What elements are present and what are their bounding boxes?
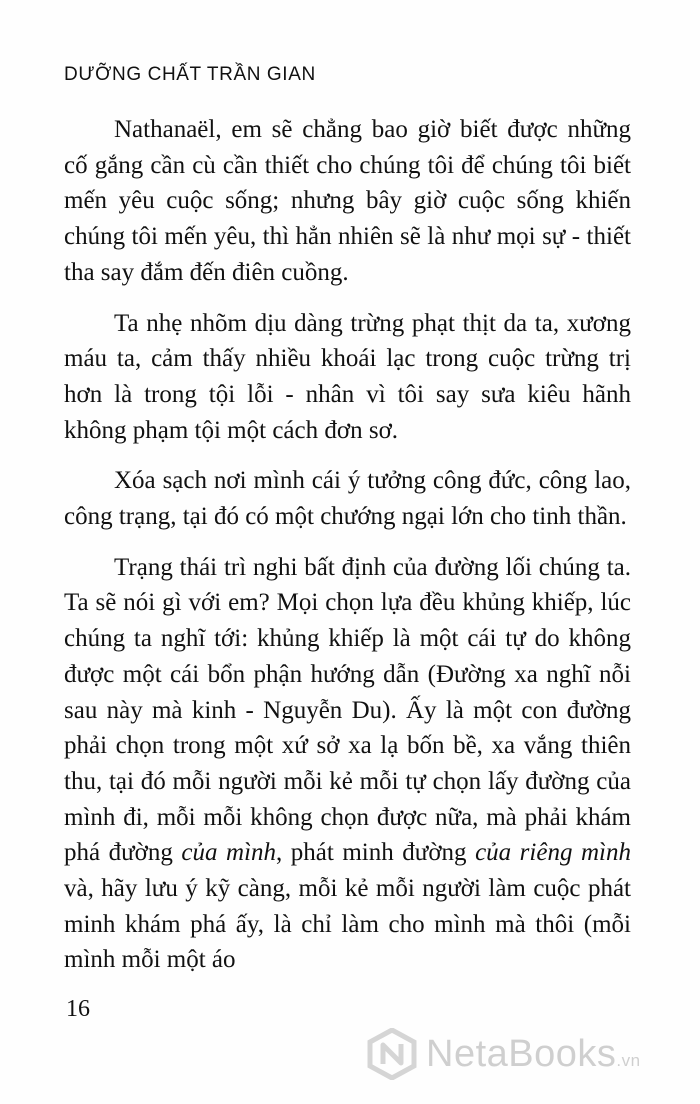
paragraph-4-part-a: Trạng thái trì nghi bất định của đường lối chúng ta. Ta sẽ nói gì với em? Mọi chọn lựa đều khủng khiếp, lúc chúng ta nghĩ tới: khủng khiếp là một cái tự do không được một cái bổn phận hướng dẫn (Đường xa nghĩ nỗi sau này mà kinh - Nguyễn Du). Ấy là một con đường phải chọn trong một xứ sở xa lạ bốn bề, xa vắng thiên thu, tại đó mỗi người mỗi kẻ mỗi tự chọn lấy đường của mình đi, mỗi mỗi không chọn được nữa, mà phải khám phá đường — [64, 553, 631, 867]
watermark — [366, 1028, 641, 1080]
watermark-suffix: .vn — [616, 1050, 641, 1070]
paragraph-4-part-b: , phát minh đường — [276, 839, 476, 867]
watermark-brand — [426, 1033, 641, 1076]
paragraph-2: Ta nhẹ nhõm dịu dàng trừng phạt thịt da ta, xương máu ta, cảm thấy nhiều khoái lạc trong cuộc trừng trị hơn là trong tội lỗi - nhân vì tôi say sưa kiêu hãnh không phạm tội một cách đơn sơ. — [64, 309, 631, 444]
paragraph-4-italic-b: của riêng mình — [475, 839, 631, 867]
running-header-title: DƯỠNG CHẤT TRẦN GIAN — [64, 64, 316, 85]
body-text — [64, 112, 631, 978]
paragraph-1: Nathanaël, em sẽ chẳng bao giờ biết được những cố gắng cần cù cần thiết cho chúng tôi để chúng tôi biết mến yêu cuộc sống; nhưng bây giờ cuộc sống khiến chúng tôi mến yêu, thì hẳn nhiên sẽ là như mọi sự - thiết tha say đắm đến điên cuồng. — [64, 116, 631, 286]
paragraph-4-part-c: và, hãy lưu ý kỹ càng, mỗi kẻ mỗi người làm cuộc phát minh khám phá ấy, là chỉ làm cho mình mà thôi (mỗi mình mỗi một áo — [64, 875, 631, 974]
paragraph-4-italic-a: của mình — [181, 839, 277, 867]
netabooks-logo-icon — [366, 1028, 418, 1080]
watermark-brand-name: NetaBooks — [426, 1032, 617, 1075]
paragraph-4 — [64, 550, 631, 978]
page-number: 16 — [66, 996, 90, 1022]
paragraph-3: Xóa sạch nơi mình cái ý tưởng công đức, công lao, công trạng, tại đó có một chướng ngại lớn cho tinh thần. — [64, 467, 631, 531]
